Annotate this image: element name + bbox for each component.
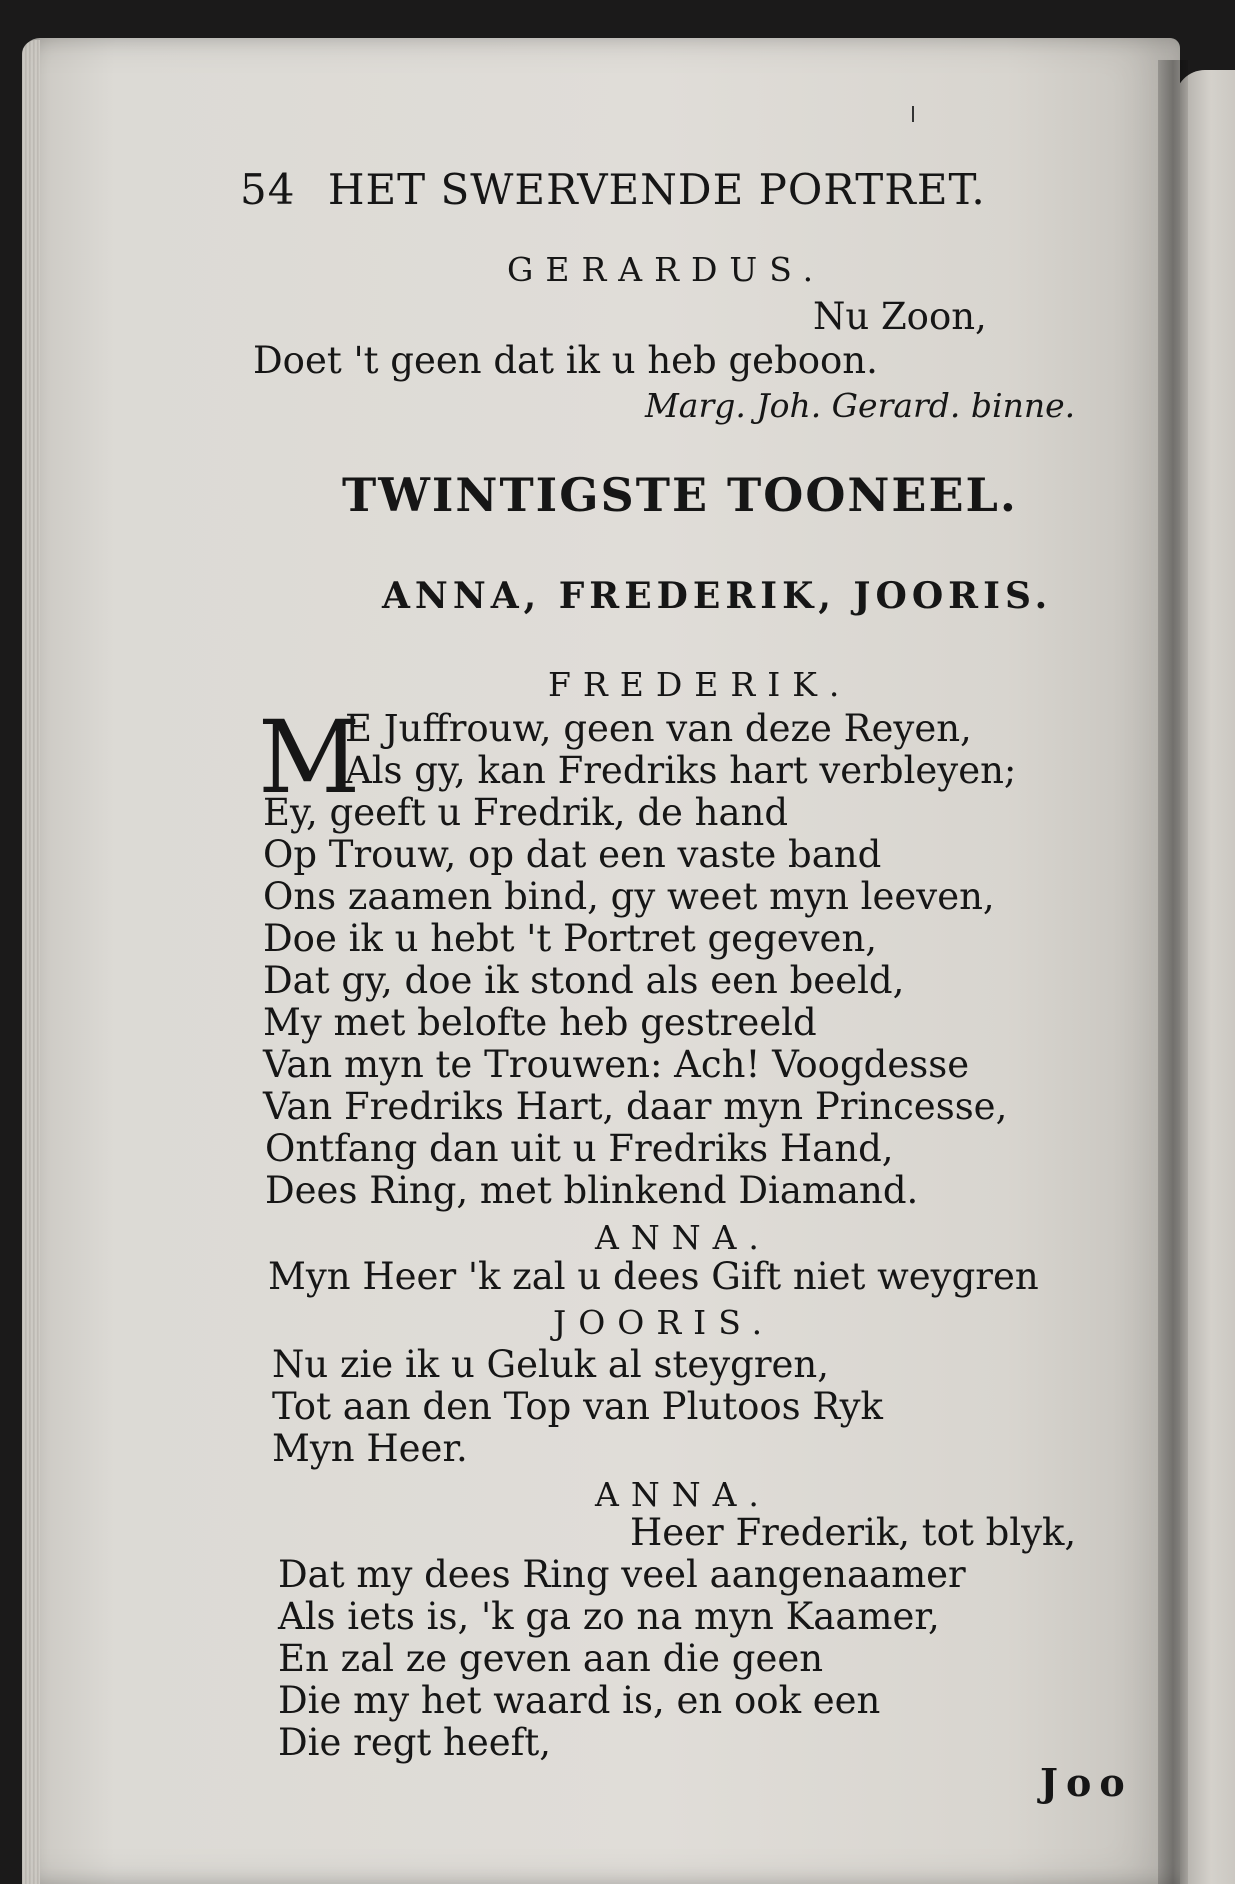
speaker-gerardus: GERARDUS.: [507, 250, 826, 289]
verse-line: Ontfang dan uit u Fredriks Hand,: [265, 1127, 894, 1170]
verse-line: Dat my dees Ring veel aangenaamer: [278, 1553, 966, 1596]
verse-line: Als iets is, 'k ga zo na myn Kaamer,: [278, 1595, 940, 1638]
verse-line: Heer Frederik, tot blyk,: [630, 1511, 1077, 1554]
verse-line: Ey, geeft u Fredrik, de hand: [263, 791, 789, 834]
catchword: Joo: [1040, 1760, 1133, 1805]
ink-mark: [912, 106, 914, 122]
speaker-jooris: JOORIS.: [553, 1303, 775, 1342]
verse-line: My met belofte heb gestreeld: [263, 1001, 817, 1044]
drop-cap: M: [258, 699, 361, 816]
verse-line: E Juffrouw, geen van deze Reyen,: [345, 707, 972, 750]
verse-line: Dat gy, doe ik stond als een beeld,: [263, 959, 905, 1002]
verse-line: Doet 't geen dat ik u heb geboon.: [253, 339, 878, 382]
speaker-anna: ANNA.: [595, 1475, 771, 1514]
running-header: [240, 165, 986, 214]
verse-line: En zal ze geven aan die geen: [278, 1637, 824, 1680]
verse-line: Van myn te Trouwen: Ach! Voogdesse: [263, 1043, 970, 1086]
verse-line: Myn Heer 'k zal u dees Gift niet weygren: [268, 1255, 1039, 1298]
book-gutter-shadow: [1158, 60, 1188, 1884]
running-title: HET SWERVENDE PORTRET.: [327, 165, 986, 214]
verse-line: Op Trouw, op dat een vaste band: [263, 833, 882, 876]
verse-line: Dees Ring, met blinkend Diamand.: [265, 1169, 919, 1212]
verse-line: Ons zaamen bind, gy weet myn leeven,: [263, 875, 995, 918]
verse-line: Nu zie ik u Geluk al steygren,: [272, 1343, 830, 1386]
verse-line: Als gy, kan Fredriks hart verbleyen;: [345, 749, 1017, 792]
scene-title: TWINTIGSTE TOONEEL.: [342, 468, 1018, 522]
verse-line: Myn Heer.: [272, 1427, 468, 1470]
stage-direction: Marg. Joh. Gerard. binne.: [645, 386, 1076, 425]
page-number: 54: [240, 165, 296, 214]
verse-line: Nu Zoon,: [813, 295, 987, 338]
cast-list: ANNA, FREDERIK, JOORIS.: [382, 575, 1053, 617]
speaker-anna: ANNA.: [595, 1218, 771, 1257]
verse-line: Die my het waard is, en ook een: [278, 1679, 881, 1722]
verse-line: Tot aan den Top van Plutoos Ryk: [272, 1385, 883, 1428]
speaker-frederik: FREDERIK.: [548, 665, 852, 704]
verse-line: Die regt heeft,: [278, 1721, 552, 1764]
verse-line: Doe ik u hebt 't Portret gegeven,: [263, 917, 878, 960]
page-stack-edge: [22, 40, 40, 1884]
verse-line: Van Fredriks Hart, daar myn Princesse,: [263, 1085, 1008, 1128]
